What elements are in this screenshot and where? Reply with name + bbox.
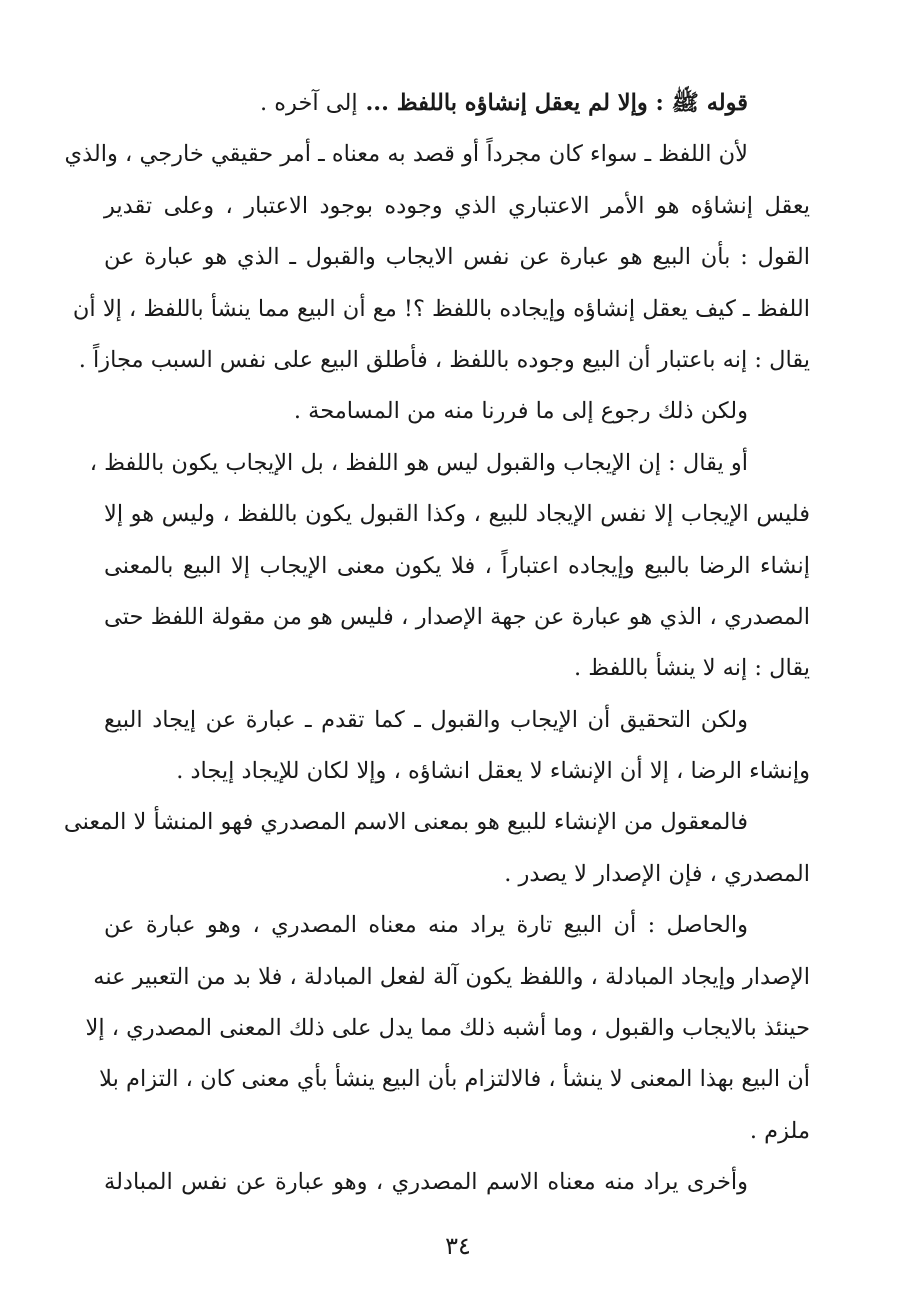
document-body <box>0 78 916 1209</box>
text-line: وإنشاء الرضا ، إلا أن الإنشاء لا يعقل انشاؤه ، وإلا لكان للإيجاد إيجاد . <box>176 758 810 785</box>
text-line: إنشاء الرضا بالبيع وإيجاده اعتباراً ، فلا يكون معنى الإيجاب إلا البيع بالمعنى <box>104 552 810 579</box>
text-line: يقال : إنه لا ينشأ باللفظ . <box>573 655 810 682</box>
text-line: ولكن التحقيق أن الإيجاب والقبول ـ كما تقدم ـ عبارة عن إيجاد البيع <box>104 706 748 733</box>
text-line: حينئذ بالايجاب والقبول ، وما أشبه ذلك مما يدل على ذلك المعنى المصدري ، إلا <box>85 1015 810 1042</box>
text-line: القول : بأن البيع هو عبارة عن نفس الايجاب والقبول ـ الذي هو عبارة عن <box>104 244 810 271</box>
text-line: اللفظ ـ كيف يعقل إنشاؤه وإيجاده باللفظ ؟! مع أن البيع مما ينشأ باللفظ ، إلا أن <box>72 295 810 322</box>
text-line: الإصدار وإيجاد المبادلة ، واللفظ يكون آلة لفعل المبادلة ، فلا بد من التعبير عنه <box>93 963 810 990</box>
text-line: المصدري ، الذي هو عبارة عن جهة الإصدار ، فليس هو من مقولة اللفظ حتى <box>104 603 810 630</box>
text-line: وأخرى يراد منه معناه الاسم المصدري ، وهو عبارة عن نفس المبادلة <box>104 1169 748 1196</box>
text-segment: إلى آخره . <box>259 90 358 116</box>
text-line: ملزم . <box>749 1117 810 1144</box>
text-line: المصدري ، فإن الإصدار لا يصدر . <box>504 860 810 887</box>
heading-line <box>0 78 916 129</box>
page-number: ٣٤ <box>445 1232 471 1260</box>
text-line: فليس الإيجاب إلا نفس الإيجاد للبيع ، وكذا القبول يكون باللفظ ، وليس هو إلا <box>104 501 810 528</box>
quoted-text: قوله ﷺ : وإلا لم يعقل إنشاؤه باللفظ ... <box>357 90 748 116</box>
text-line: والحاصل : أن البيع تارة يراد منه معناه المصدري ، وهو عبارة عن <box>104 912 748 939</box>
text-line: أن البيع بهذا المعنى لا ينشأ ، فالالتزام بأن البيع ينشأ بأي معنى كان ، التزام بلا <box>99 1066 810 1093</box>
text-line: لأن اللفظ ـ سواء كان مجرداً أو قصد به معناه ـ أمر حقيقي خارجي ، والذي <box>64 141 748 168</box>
text-line: أو يقال : إن الإيجاب والقبول ليس هو اللفظ ، بل الإيجاب يكون باللفظ ، <box>89 449 748 476</box>
text-line: ولكن ذلك رجوع إلى ما فررنا منه من المسامحة . <box>293 398 748 425</box>
text-line: فالمعقول من الإنشاء للبيع هو بمعنى الاسم المصدري فهو المنشأ لا المعنى <box>63 809 748 836</box>
text-line: يقال : إنه باعتبار أن البيع وجوده باللفظ ، فأطلق البيع على نفس السبب مجازاً . <box>78 346 810 373</box>
text-line: يعقل إنشاؤه هو الأمر الاعتباري الذي وجوده بوجود الاعتبار ، وعلى تقدير <box>104 192 810 219</box>
